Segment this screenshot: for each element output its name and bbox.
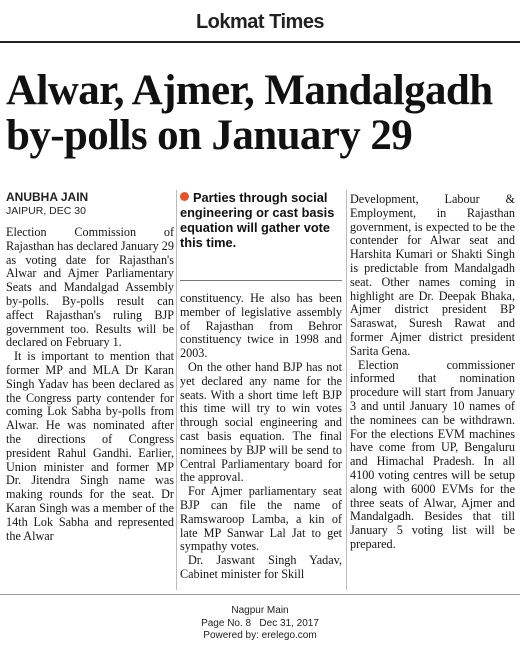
footer-edition: Nagpur Main [231, 605, 289, 616]
paragraph: Development, Labour & Employment, in Rajasthan government, is expected to be the contender for Alwar seat and Harshita Kumari or Shakti Singh is predictable from Mandalgadh seat. Other names coming in highlight are Dr. Deepak Bhaka, Ajmer district president BP Saraswat, Suresh Rawat and former Ajmer district president Sarita Gena. [350, 192, 515, 358]
pull-quote-rule [180, 280, 342, 281]
headline: Alwar, Ajmer, Mandalgadh by-polls on January 29 [6, 67, 493, 159]
masthead: Lokmat Times [195, 11, 325, 33]
pull-quote [180, 190, 342, 250]
bullet-icon [180, 192, 189, 201]
paragraph: On the other hand BJP has not yet declared any name for the seats. With a short time left BJP this time will try to win votes through social engineering and cast basis equation. The final nominees by BJP will be send to Central Parliamentary board for the approval. [180, 359, 342, 485]
article-column-2 [180, 292, 342, 582]
dateline: JAIPUR, DEC 30 [6, 205, 86, 217]
paragraph: Election commissioner informed that nomination procedure will start from January 3 and until January 10 names of the nominees can be withdrawn. For the elections EVM machines have come from UP, Bengaluru and Himachal Pradesh. In all 4100 voting centres will be setup along with 6000 EVMs for the three seats of Alwar, Ajmer and Mandalgadh. Besides that till January 5 voting list will be prepared. [350, 357, 515, 551]
column-divider [176, 190, 177, 590]
article-column-1 [6, 226, 174, 543]
paragraph: constituency. He also has been member of legislative assembly of Rajasthan from Behror constituency twice in 1998 and 2003. [180, 291, 342, 361]
paragraph: Election Commission of Rajasthan has declared January 29 as voting date for Rajasthan's Alwar and Ajmer Parliamentary Seats and Mandalgad Assembly by-polls. By-polls result can affect Rajasthan's ruling BJP government too. Results will be declared on February 1. [6, 225, 174, 350]
footer-rule [0, 594, 520, 595]
paragraph: Dr. Jaswant Singh Yadav, Cabinet minister for Skill [180, 553, 342, 581]
column-divider [346, 190, 347, 590]
article-column-3 [350, 193, 515, 552]
pull-quote-text: Parties through social engineering or cast basis equation will gather vote this time. [180, 190, 335, 250]
masthead-rule [0, 41, 520, 43]
footer-powered-by: Powered by: erelego.com [203, 630, 317, 641]
footer-page-info: Page No. 8 Dec 31, 2017 [201, 618, 319, 629]
paragraph: For Ajmer parliamentary seat BJP can file the name of Ramswaroop Lamba, a kin of late MP Sanwar Lal Jat to get sympathy votes. [180, 484, 342, 554]
byline: ANUBHA JAIN [6, 190, 89, 204]
paragraph: It is important to mention that former MP and MLA Dr Karan Singh Yadav has been declared as the Congress party contender for coming Lok Sabha by-polls from Alwar. He was nominated after the directions of Congress president Rahul Gandhi. Earlier, Union minister and former MP Dr. Jitendra Singh name was making rounds for the seat. Dr Karan Singh was a member of the 14th Lok Sabha and represented the Alwar [6, 349, 174, 543]
